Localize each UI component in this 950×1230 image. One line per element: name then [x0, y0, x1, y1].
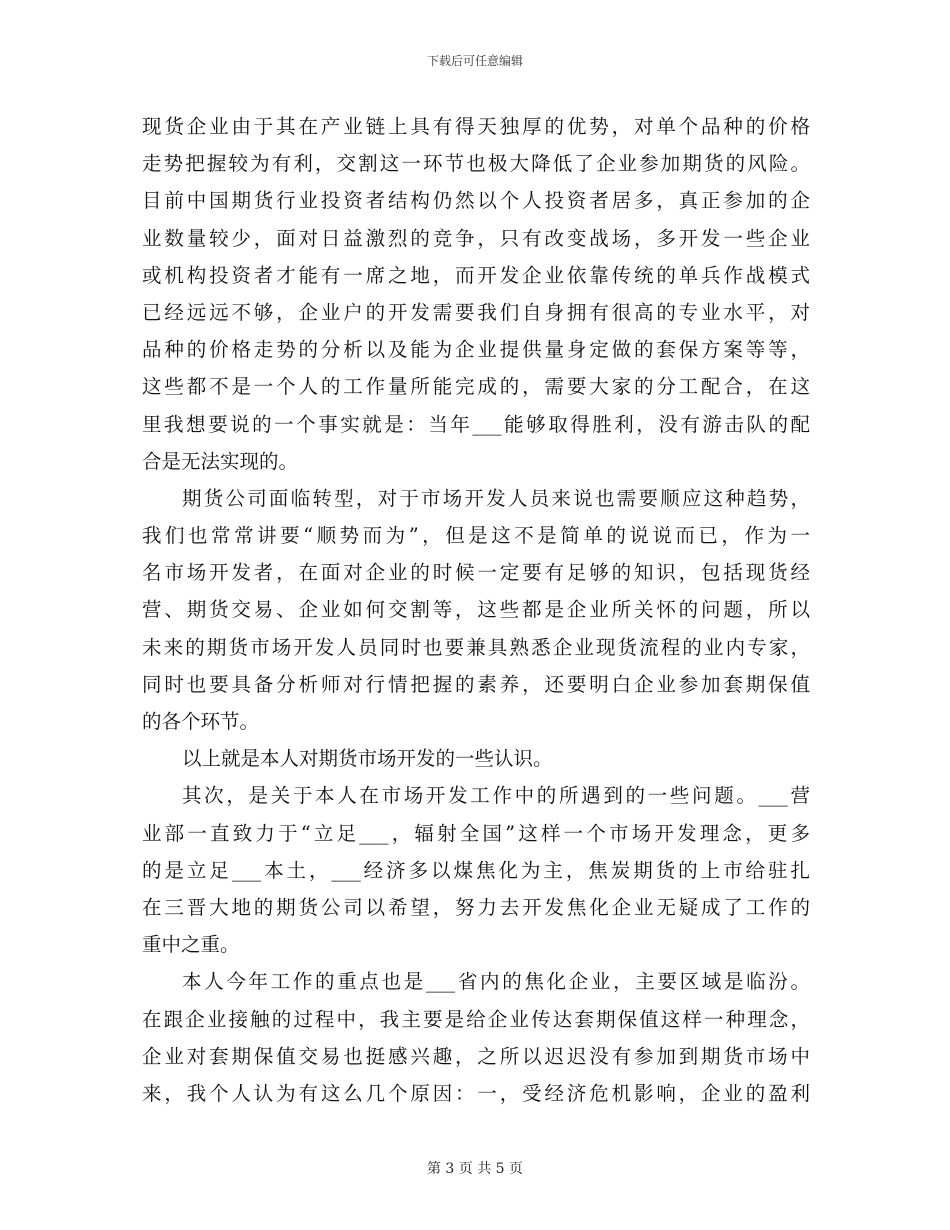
- page-number: 第 3 页 共 5 页: [426, 1161, 524, 1177]
- text-line: 合是无法实现的。: [142, 449, 299, 473]
- paragraph-start-line: 其次，是关于本人在市场开发工作中的所遇到的一些问题。___营: [182, 784, 810, 808]
- document-body: [142, 108, 810, 1112]
- text-line: 来，我个人认为有这么几个原因：一，受经济危机影响，企业的盈利: [142, 1081, 810, 1105]
- text-line: 我们也常常讲要“顺势而为”，但是这不是简单的说说而已，作为一: [142, 524, 810, 548]
- text-line: 走势把握较为有利，交割这一环节也极大降低了企业参加期货的风险。: [142, 152, 810, 176]
- text-line: 或机构投资者才能有一席之地，而开发企业依靠传统的单兵作战模式: [142, 263, 810, 287]
- text-line: 业部一直致力于“立足___，辐射全国”这样一个市场开发理念，更多: [142, 821, 810, 845]
- text-line: 重中之重。: [142, 933, 240, 957]
- text-line: 已经远远不够，企业户的开发需要我们自身拥有很高的专业水平，对: [142, 300, 810, 324]
- text-line: 里我想要说的一个事实就是：当年___能够取得胜利，没有游击队的配: [142, 412, 810, 436]
- text-line: 的是立足___本土，___经济多以煤焦化为主，焦炭期货的上市给驻扎: [142, 858, 810, 882]
- page-header: 下载后可任意编辑: [426, 54, 523, 68]
- text-line: 现货企业由于其在产业链上具有得天独厚的优势，对单个品种的价格: [142, 115, 810, 138]
- paragraph-start-line: 本人今年工作的重点也是___省内的焦化企业，主要区域是临汾。: [182, 970, 810, 994]
- paragraph-start-line: 期货公司面临转型，对于市场开发人员来说也需要顺应这种趋势，: [182, 486, 810, 510]
- text-line: 企业对套期保值交易也挺感兴趣，之所以迟迟没有参加到期货市场中: [142, 1044, 810, 1068]
- text-line: 同时也要具备分析师对行情把握的素养，还要明白企业参加套期保值: [142, 672, 810, 696]
- text-line: 在三晋大地的期货公司以希望，努力去开发焦化企业无疑成了工作的: [142, 895, 810, 919]
- text-line: 未来的期货市场开发人员同时也要兼具熟悉企业现货流程的业内专家，: [142, 635, 810, 659]
- text-line: 这些都不是一个人的工作量所能完成的，需要大家的分工配合，在这: [142, 375, 810, 399]
- text-line: 目前中国期货行业投资者结构仍然以个人投资者居多，真正参加的企: [142, 189, 810, 213]
- text-line: 名市场开发者，在面对企业的时候一定要有足够的知识，包括现货经: [142, 561, 810, 585]
- text-line: 的各个环节。: [142, 710, 260, 733]
- text-line: 品种的价格走势的分析以及能为企业提供量身定做的套保方案等等，: [142, 338, 810, 362]
- text-line: 业数量较少，面对日益激烈的竞争，只有改变战场，多开发一些企业: [142, 226, 810, 250]
- paragraph-start-line: 以上就是本人对期货市场开发的一些认识。: [182, 747, 553, 771]
- text-line: 营、期货交易、企业如何交割等，这些都是企业所关怀的问题，所以: [142, 598, 810, 622]
- text-line: 在跟企业接触的过程中，我主要是给企业传达套期保值这样一种理念，: [142, 1007, 810, 1031]
